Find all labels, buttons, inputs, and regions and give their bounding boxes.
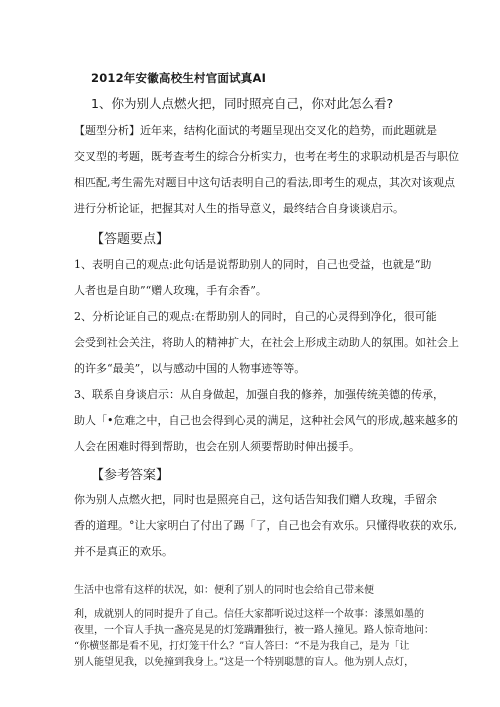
- points-heading: 【答题要点】: [91, 232, 170, 247]
- points-line: 的许多“最美”，以与感动中国的人物事迹等等。: [74, 362, 306, 375]
- analysis-line: 交叉型的考题，既考查考生的综合分析实力，也考在考生的求职动机是否与职位: [74, 150, 459, 163]
- points-line: 2、分析论证自己的观点:在帮助别人的同时，自己的心灵得到净化，很可能: [74, 310, 437, 323]
- document-title: 2012年安徽高校生村官面试真AI: [91, 71, 267, 85]
- points-line: 1、表明自己的观点:此句话是说帮助别人的同时，自己也受益，也就是“助: [74, 258, 432, 271]
- story-line: 生活中也常有这样的状况，如：便利了别人的同时也会给自己带来便: [74, 585, 374, 596]
- points-line: 人会在困难时得到帮助，也会在别人须要帮助时伸出援手。: [74, 440, 360, 453]
- analysis-line: 相匹配,考生需先对题目中这句话表明自己的看法,即考生的观点，其次对该观点: [74, 176, 455, 189]
- story-line: “你横竖都是看不见，打灯笼干什么？”盲人答曰：“不是为我自己，是为「让: [74, 641, 410, 652]
- story-line: 别人能望见我，以免撞到我身上。”这是一个特别聪慧的盲人。他为别人点灯，: [74, 657, 415, 668]
- answer-line: 你为别人点燃火把，同时也是照亮自己，这句话告知我们赠人玫瑰，手留余: [74, 493, 437, 506]
- answer-heading: 【参考答案】: [91, 468, 170, 483]
- points-line: 3、联系自身谈启示：从自身做起，加强自我的修养，加强传统美德的传承，: [74, 388, 444, 401]
- answer-line: 香的道理。°让大家明白了付出了踢「了，自己也会有欢乐。只懂得收获的欢乐,: [74, 519, 457, 532]
- story-line: 夜里，一个盲人手执一盏亮晃晃的灯笼蹒跚独行，被一路人撞见。路人惊奇地问：: [74, 625, 434, 636]
- analysis-line: 进行分析论证，把握其对人生的指导意义，最终结合自身谈谈启示。: [74, 202, 404, 215]
- answer-line: 并不是真正的欢乐。: [74, 545, 173, 558]
- analysis-line: 【题型分析】近年来，结构化面试的考题呈现出交叉化的趋势，而此题就是: [74, 124, 437, 137]
- points-line: 人者也是自助”“赠人玫瑰，手有余香”。: [74, 284, 267, 297]
- question-text: 1、你为别人点燃火把，同时照亮自己，你对此怎么看?: [91, 96, 394, 111]
- points-line: 助人「•危难之中，自己也会得到心灵的满足，这种社会风气的形成,越来越多的: [74, 414, 458, 427]
- points-line: 会受到社会关注，将助人的精神扩大，在社会上形成主动助人的氛围。如社会上: [74, 336, 459, 349]
- story-line: 利，成就别人的同时提升了自己。信任大家都听说过这样一个故事：漆黑如墨的: [74, 609, 424, 620]
